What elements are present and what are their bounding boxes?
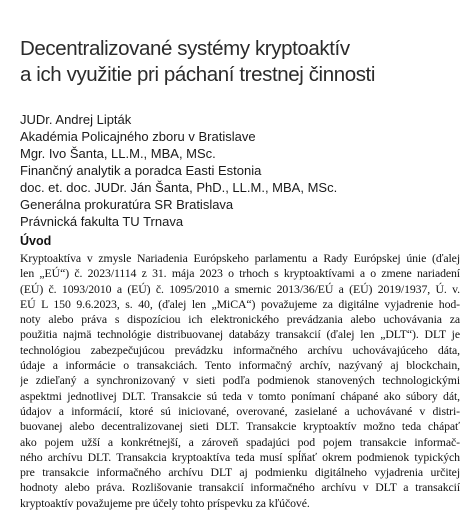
body-line: údaje a informácie o transakciách. Tento informačný archív, nazývaný aj blockchain, bbox=[20, 358, 460, 373]
author-name-2: Mgr. Ivo Šanta, LL.M., MBA, MSc. bbox=[20, 146, 216, 161]
body-line: EÚ L 150 9.6.2023, s. 40, (ďalej len „MiCA“) považujeme za digitálne vyjadrenie hod- bbox=[20, 296, 460, 311]
body-line: použitia najmä technológie distribuovanej databázy transakcií (ďalej len „DLT“). DLT je bbox=[20, 327, 460, 342]
body-paragraph bbox=[20, 251, 460, 511]
body-line: buovanej alebo decentralizovanej sieti DLT. Transakcie kryptoaktív možno teda chápať bbox=[20, 419, 460, 434]
author-name-3: doc. et. doc. JUDr. Ján Šanta, PhD., LL.M., MBA, MSc. bbox=[20, 180, 338, 195]
paper-title-line-1: Decentralizované systémy kryptoaktív bbox=[20, 37, 350, 60]
body-line: je zdieľaný a synchronizovaný v sieti podľa podmienok stanovených technologickými bbox=[20, 373, 460, 388]
body-line: hodnoty alebo práva. Rozlišovanie transakcií informačného archívu v DLT a transakcií bbox=[20, 480, 460, 495]
body-line: pre transakcie informačného archívu DLT aj podmienku digitálneho vyjadrenia určitej bbox=[20, 465, 460, 480]
body-line: noty alebo práva s dispozíciou ich elektronického prevádzania alebo uchovávania za bbox=[20, 312, 460, 327]
paper-title-line-2: a ich využitie pri páchaní trestnej činnosti bbox=[20, 63, 376, 86]
body-line: aspektmi jednotlivej DLT. Transakcie sú teda v tomto ponímaní chápané ako súbory dát, bbox=[20, 388, 460, 403]
author-affiliation-2: Finančný analytik a poradca Easti Estonia bbox=[20, 163, 262, 178]
section-heading: Úvod bbox=[20, 234, 52, 248]
author-affiliation-3a: Generálna prokuratúra SR Bratislava bbox=[20, 197, 234, 212]
body-line: ako pojem užší a konkrétnejší, a zároveň spadajúci pod pojem transakcie informač- bbox=[20, 434, 460, 449]
body-line: kryptoaktív považujeme pre účely tohto príspevku za kľúčové. bbox=[20, 495, 310, 510]
body-line: (EÚ) č. 1093/2010 a (EÚ) č. 1095/2010 a smernic 2013/36/EÚ a (EÚ) 2019/1937, Ú. v. bbox=[20, 281, 460, 296]
body-line: Kryptoaktíva v zmysle Nariadenia Európskeho parlamentu a Rady Európskej únie (ďalej bbox=[20, 251, 460, 265]
body-line: ného archívu DLT. Transakcia kryptoaktíva teda musí spĺňať okrem podmienok typických bbox=[20, 449, 460, 464]
body-line: len „EÚ“) č. 2023/1114 z 31. mája 2023 o trhoch s kryptoaktívami a o zmene nariadení bbox=[20, 266, 460, 281]
body-line: údajov a informácií, ktoré sú iniciované, overované, zasielané a uchovávané v distri- bbox=[20, 403, 460, 418]
author-block bbox=[20, 111, 337, 230]
body-line: technológiou zabezpečujúcou prevádzku informačného archívu uchovávajúceho dáta, bbox=[20, 342, 460, 357]
author-name-1: JUDr. Andrej Lipták bbox=[20, 112, 132, 127]
paper-title bbox=[20, 36, 460, 88]
author-affiliation-1: Akadémia Policajného zboru v Bratislave bbox=[20, 129, 256, 144]
author-affiliation-3b: Právnická fakulta TU Trnava bbox=[20, 214, 184, 229]
